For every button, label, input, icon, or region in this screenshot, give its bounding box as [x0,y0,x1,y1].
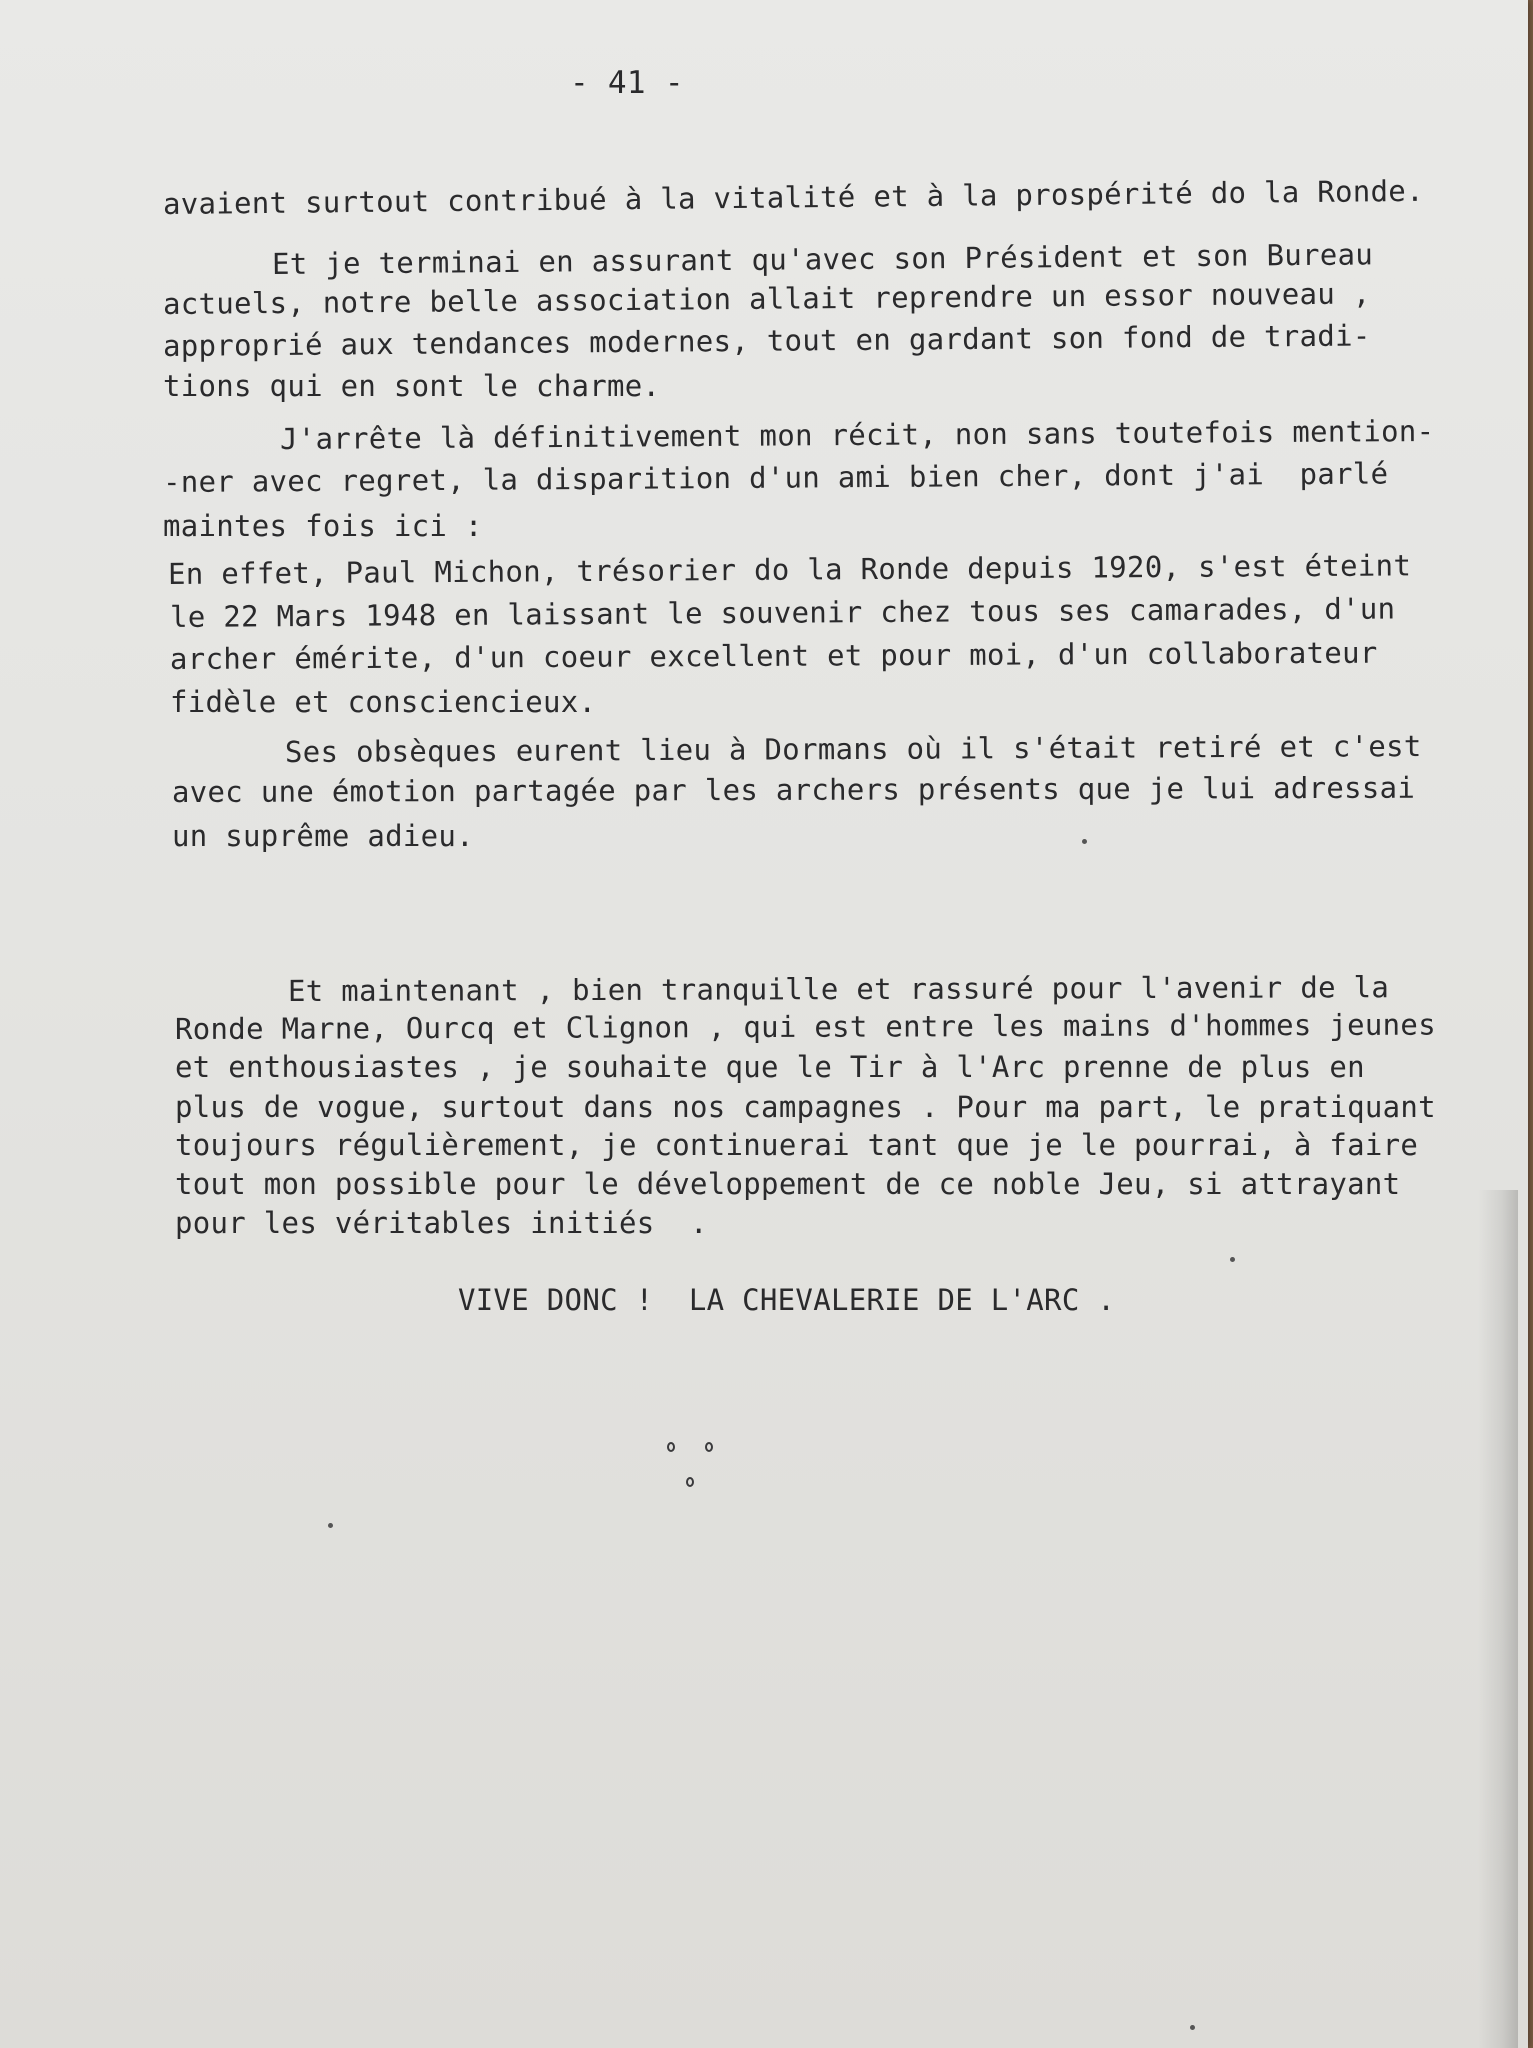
text-line: et enthousiastes , je souhaite que le Tir à l'Arc prenne de plus en [175,1050,1365,1084]
text-line: archer émérite, d'un coeur excellent et pour moi, d'un collaborateur [169,635,1378,676]
text-line: actuels, notre belle association allait reprendre un essor nouveau , [162,276,1371,321]
ornament-dot [686,1477,694,1487]
text-line: toujours régulièrement, je continuerai tant que je le pourrai, à faire [175,1128,1419,1162]
paper-speck [1190,2025,1195,2030]
ornament-dot [667,1442,675,1452]
text-line: tout mon possible pour le développement de ce noble Jeu, si attrayant [175,1167,1401,1201]
page-number: - 41 - [570,65,684,101]
ornament-dot [705,1442,713,1452]
text-line: En effet, Paul Michon, trésorier do la Ronde depuis 1920, s'est éteint [167,548,1412,591]
paper-fold-shadow [1478,1190,1518,2048]
text-line: Et maintenant , bien tranquille et rassuré pour l'avenir de la [287,970,1390,1008]
text-line: pour les véritables initiés . [175,1206,708,1240]
text-line: Et je terminai en assurant qu'avec son Président et son Bureau [271,237,1374,281]
text-line: fidèle et consciencieux. [170,685,597,719]
text-line: avaient surtout contribué à la vitalité et à la prospérité do la Ronde. [162,173,1425,221]
text-line: avec une émotion partagée par les archers présents que je lui adressai [171,770,1416,809]
text-line: tions qui en sont le charme. [163,369,661,403]
paper-speck [1082,839,1087,844]
text-line: plus de vogue, surtout dans nos campagnes . Pour ma part, le pratiquant [175,1090,1436,1124]
closing-line: VIVE DONC ! LA CHEVALERIE DE L'ARC . [458,1283,1116,1317]
text-line: J'arrête là définitivement mon récit, non sans toutefois mention- [279,413,1435,456]
paper-speck [1230,1257,1235,1262]
text-line: Ronde Marne, Ourcq et Clignon , qui est entre les mains d'hommes jeunes [174,1007,1436,1046]
text-line: maintes fois ici : [163,509,483,543]
text-line: Ses obsèques eurent lieu à Dormans où il s'était retiré et c'est [284,729,1422,769]
text-line: le 22 Mars 1948 en laissant le souvenir chez tous ses camarades, d'un [169,591,1396,634]
paper-speck [328,1523,333,1528]
text-line: approprié aux tendances modernes, tout en gardant son fond de tradi- [162,318,1371,363]
text-line: un suprême adieu. [172,819,474,853]
text-line: -ner avec regret, la disparition d'un ami bien cher, dont j'ai parlé [162,456,1389,499]
